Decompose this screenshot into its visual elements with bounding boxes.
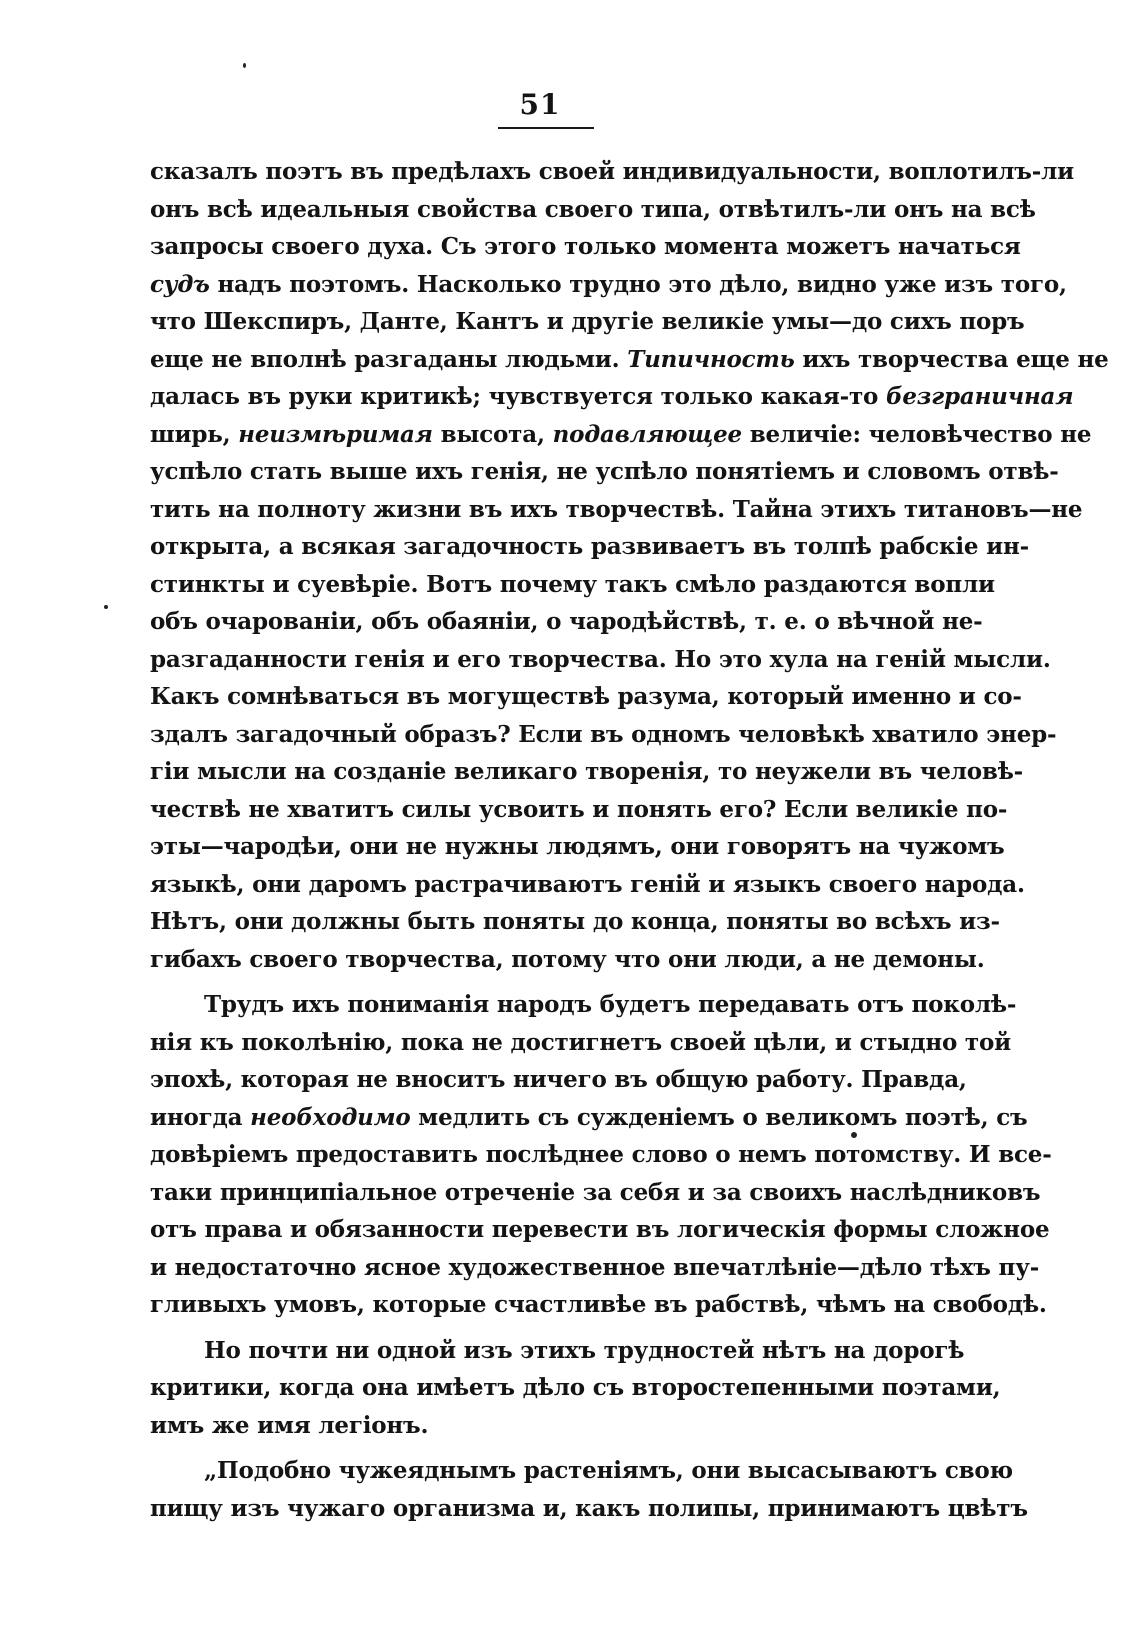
text-line bbox=[150, 716, 1057, 754]
text-span: гибахъ своего творчества, потому что они люди, а не демоны. bbox=[150, 945, 985, 973]
text-line bbox=[150, 266, 1067, 304]
text-line bbox=[150, 491, 1083, 529]
text-span: таки принципіальное отреченіе за себя и за своихъ наслѣдниковъ bbox=[150, 1178, 1041, 1206]
text-line bbox=[150, 341, 1109, 379]
paragraph-gap bbox=[150, 1324, 940, 1332]
text-line bbox=[150, 603, 983, 641]
text-span: открыта, а всякая загадочность развиваетъ въ толпѣ рабскіе ин- bbox=[150, 533, 1029, 560]
text-span: критики, когда она имѣетъ дѣло съ второстепенными поэтами, bbox=[150, 1374, 1001, 1401]
scan-speck bbox=[851, 1132, 857, 1138]
text-span: объ очарованіи, объ обаяніи, о чародѣйствѣ, т. е. о вѣчной не- bbox=[150, 608, 983, 635]
text-span: отъ права и обязанности перевести въ логическія формы сложное bbox=[150, 1216, 1050, 1243]
text-line bbox=[150, 641, 1051, 679]
text-line bbox=[150, 1024, 1011, 1062]
text-span: разгаданности генія и его творчества. Но это хула на геній мысли. bbox=[150, 645, 1051, 673]
text-span: онъ всѣ идеальныя свойства своего типа, отвѣтилъ-ли онъ на всѣ bbox=[150, 195, 1036, 223]
text-line bbox=[150, 303, 1025, 341]
italic-phrase: судъ bbox=[150, 270, 210, 298]
text-line bbox=[150, 453, 1059, 491]
text-span: эпохѣ, которая не вноситъ ничего въ общую работу. Правда, bbox=[150, 1066, 967, 1093]
text-line bbox=[150, 1407, 940, 1445]
text-span: еще не вполнѣ разгаданы людьми. bbox=[150, 345, 628, 373]
text-span: довѣріемъ предоставить послѣднее слово о немъ потомству. И все- bbox=[150, 1141, 1052, 1168]
text-line bbox=[150, 753, 1024, 791]
paragraph-gap bbox=[150, 1444, 940, 1452]
italic-phrase: подавляющее bbox=[552, 420, 742, 448]
text-span: что Шекспиръ, Данте, Кантъ и другіе великіе умы—до сихъ поръ bbox=[150, 308, 1025, 335]
page-number-rule bbox=[498, 127, 594, 129]
text-line bbox=[150, 528, 1029, 566]
body-text bbox=[150, 153, 1109, 1527]
text-line bbox=[150, 986, 1017, 1024]
text-span: ширь, bbox=[150, 420, 239, 448]
text-span: языкѣ, они даромъ растрачиваютъ геній и языкъ своего народа. bbox=[150, 870, 1025, 898]
text-span: сказалъ поэтъ въ предѣлахъ своей индивидуальности, воплотилъ-ли bbox=[150, 158, 1074, 185]
text-line bbox=[150, 903, 1000, 941]
text-line bbox=[150, 1211, 1050, 1249]
text-line bbox=[150, 1369, 1001, 1407]
text-line bbox=[150, 191, 1036, 229]
text-span: имъ же имя легіонъ. bbox=[150, 1411, 429, 1439]
scan-speck bbox=[104, 605, 108, 609]
italic-phrase: неизмѣримая bbox=[238, 420, 433, 448]
italic-phrase: безграничная bbox=[885, 383, 1074, 410]
text-line bbox=[150, 1099, 1028, 1137]
text-span: высота, bbox=[432, 420, 553, 448]
text-line bbox=[150, 1452, 1013, 1490]
paragraph bbox=[150, 1452, 1028, 1527]
paragraph bbox=[150, 986, 1052, 1324]
text-span: медлить съ сужденіемъ о великомъ поэтѣ, съ bbox=[410, 1103, 1028, 1131]
paragraph-gap bbox=[150, 978, 940, 986]
text-span: и недостаточно ясное художественное впечатлѣніе—дѣло тѣхъ пу- bbox=[150, 1253, 1040, 1281]
text-line bbox=[150, 1332, 965, 1370]
text-line bbox=[150, 941, 985, 979]
text-span: эты—чародѣи, они не нужны людямъ, они говорятъ на чужомъ bbox=[150, 833, 1005, 860]
text-span: здалъ загадочный образъ? Если въ одномъ человѣкѣ хватило энер- bbox=[150, 720, 1057, 748]
text-span: Нѣтъ, они должны быть поняты до конца, поняты во всѣхъ из- bbox=[150, 908, 1000, 935]
text-line bbox=[150, 866, 1025, 904]
text-span: надъ поэтомъ. Насколько трудно это дѣло, видно уже изъ того, bbox=[209, 270, 1067, 298]
italic-phrase: необходимо bbox=[250, 1103, 411, 1131]
text-span: гіи мысли на созданіе великаго творенія, то неужели въ человѣ- bbox=[150, 758, 1024, 785]
text-line bbox=[150, 1061, 967, 1099]
text-span: Трудъ ихъ пониманія народъ будетъ передавать отъ поколѣ- bbox=[204, 991, 1017, 1018]
text-line bbox=[150, 228, 1021, 266]
text-span: Какъ сомнѣваться въ могуществѣ разума, который именно и со- bbox=[150, 683, 1022, 710]
text-span: ихъ творчества еще не bbox=[794, 345, 1109, 373]
text-span: стинкты и суевѣріе. Вотъ почему такъ смѣло раздаются вопли bbox=[150, 570, 995, 598]
text-line bbox=[150, 416, 1092, 454]
paragraph bbox=[150, 1332, 1001, 1445]
text-line bbox=[150, 828, 1005, 866]
text-span: Но почти ни одной изъ этихъ трудностей нѣтъ на дорогѣ bbox=[204, 1336, 965, 1364]
text-line bbox=[150, 153, 1074, 191]
scan-speck bbox=[243, 63, 246, 68]
text-span: гливыхъ умовъ, которые счастливѣе въ рабствѣ, чѣмъ на свободѣ. bbox=[150, 1291, 1047, 1318]
text-span: тить на полноту жизни въ ихъ творчествѣ. Тайна этихъ титановъ—не bbox=[150, 495, 1083, 523]
text-span: запросы своего духа. Съ этого только момента можетъ начаться bbox=[150, 233, 1021, 260]
text-span: величіе: человѣчество не bbox=[741, 420, 1092, 448]
text-line bbox=[150, 1136, 1052, 1174]
text-line bbox=[150, 378, 1074, 416]
text-span: пищу изъ чужаго организма и, какъ полипы, принимаютъ цвѣтъ bbox=[150, 1494, 1028, 1522]
italic-phrase: Типичность bbox=[627, 345, 795, 373]
text-line bbox=[150, 1174, 1041, 1212]
text-span: чествѣ не хватитъ силы усвоить и понять его? Если великіе по- bbox=[150, 795, 1008, 823]
text-span: иногда bbox=[150, 1103, 251, 1131]
text-line bbox=[150, 566, 995, 604]
text-line bbox=[150, 678, 1022, 716]
page-number: 51 bbox=[519, 88, 561, 121]
text-line bbox=[150, 1286, 1047, 1324]
paragraph bbox=[150, 153, 1109, 978]
text-line bbox=[150, 791, 1008, 829]
text-line bbox=[150, 1249, 1040, 1287]
text-span: далась въ руки критикѣ; чувствуется только какая-то bbox=[150, 383, 886, 410]
text-span: нія къ поколѣнію, пока не достигнетъ своей цѣли, и стыдно той bbox=[150, 1028, 1011, 1056]
text-span: „Подобно чужеяднымъ растеніямъ, они высасываютъ свою bbox=[204, 1457, 1013, 1484]
text-line bbox=[150, 1490, 1028, 1528]
text-span: успѣло стать выше ихъ генія, не успѣло понятіемъ и словомъ отвѣ- bbox=[150, 458, 1059, 485]
